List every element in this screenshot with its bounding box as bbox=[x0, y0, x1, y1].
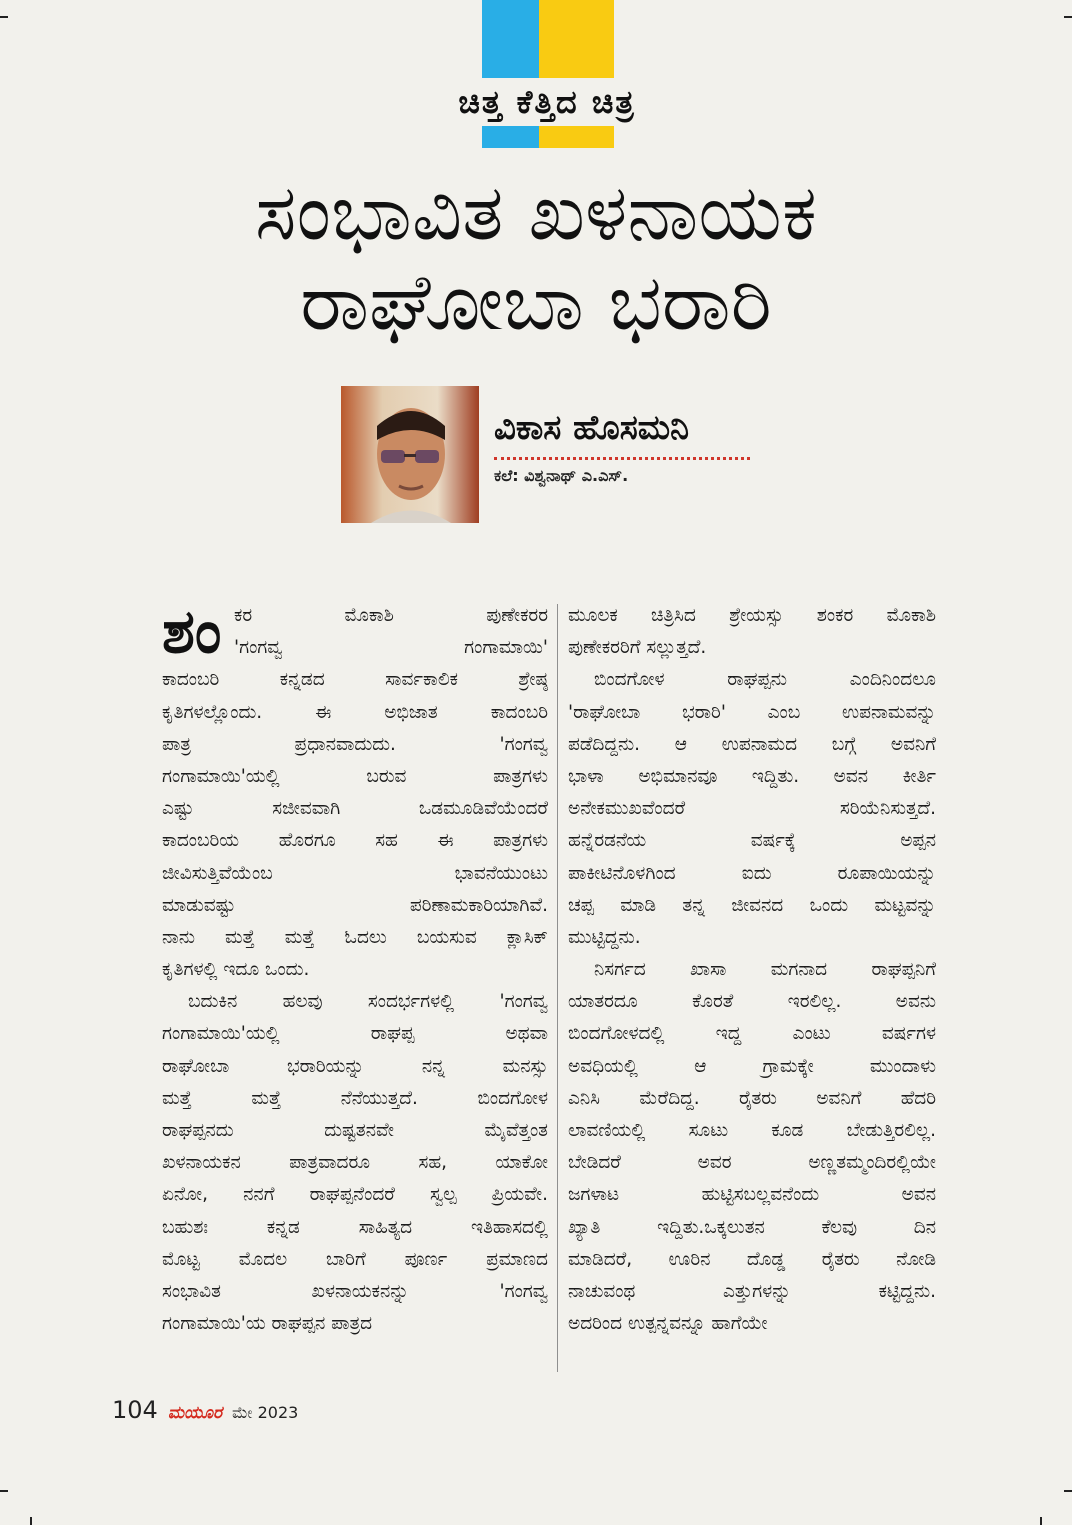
author-portrait-illustration bbox=[341, 386, 479, 523]
crop-mark bbox=[30, 1517, 32, 1525]
body-text-line: ಅನೇಕಮುಖವೆಂದರೆ ಸರಿಯೆನಿಸುತ್ತದೆ. bbox=[568, 798, 936, 820]
headline-line: ರಾಘೋಬಾ ಭರಾರಿ bbox=[300, 258, 772, 348]
body-text-line: ಬೇಡಿದರೆ ಅವರ ಅಣ್ಣತಮ್ಮಂದಿರಲ್ಲಿಯೇ bbox=[568, 1152, 936, 1174]
body-text-line: ಪಾತ್ರ ಪ್ರಧಾನವಾದುದು. 'ಗಂಗವ್ವ bbox=[162, 733, 548, 755]
body-text-line: ಬಿಂದಗೋಳದಲ್ಲಿ ಇದ್ದ ಎಂಟು ವರ್ಷಗಳ bbox=[568, 1023, 936, 1045]
body-text-line: ಕೃತಿಗಳಲ್ಲಿ ಇದೂ ಒಂದು. bbox=[162, 959, 310, 981]
body-text-line: ಕೃತಿಗಳಲ್ಲೊಂದು. ಈ ಅಭಿಜಾತ ಕಾದಂಬರಿ bbox=[162, 701, 548, 723]
body-text-line: ಗಂಗಾಮಾಯಿ'ಯಲ್ಲಿ ಬರುವ ಪಾತ್ರಗಳು bbox=[162, 765, 548, 787]
body-text-line: ಬದುಕಿನ ಹಲವು ಸಂದರ್ಭಗಳಲ್ಲಿ 'ಗಂಗವ್ವ bbox=[188, 991, 548, 1013]
body-text-line: 'ಗಂಗವ್ವ ಗಂಗಾಮಾಯಿ' bbox=[234, 637, 548, 659]
body-column-left bbox=[162, 597, 548, 1340]
body-text-line: ಪಾಕೀಟಿನೊಳಗಿಂದ ಐದು ರೂಪಾಯಿಯನ್ನು bbox=[568, 862, 936, 884]
magazine-logo: ಮಯೂರ bbox=[167, 1403, 223, 1423]
body-text-line: ಕರ ಮೊಕಾಶಿ ಪುಣೇಕರರ bbox=[234, 605, 548, 626]
body-text-line: ಬಹುಶಃ ಕನ್ನಡ ಸಾಹಿತ್ಯದ ಇತಿಹಾಸದಲ್ಲಿ bbox=[162, 1216, 548, 1238]
page-number: 104 bbox=[112, 1396, 158, 1424]
author-divider bbox=[494, 457, 750, 460]
author-photo bbox=[341, 386, 479, 523]
body-text-line: ಎನಿಸಿ ಮೆರೆದಿದ್ದ. ರೈತರು ಅವನಿಗೆ ಹೆದರಿ bbox=[568, 1087, 936, 1109]
body-text-line: ಮಾಡಿದರೆ, ಊರಿನ ದೊಡ್ಡ ರೈತರು ನೋಡಿ bbox=[568, 1248, 936, 1270]
body-text-line: ಖಳನಾಯಕನ ಪಾತ್ರವಾದರೂ ಸಹ, ಯಾಕೋ bbox=[162, 1152, 548, 1174]
body-text-line: ಜೀವಿಸುತ್ತಿವೆಯೆಂಬ ಭಾವನೆಯುಂಟು bbox=[162, 862, 548, 884]
body-text-line: ಮಾಡುವಷ್ಟು ಪರಿಣಾಮಕಾರಿಯಾಗಿವೆ. bbox=[162, 894, 548, 916]
body-text-line: ಮತ್ತೆ ಮತ್ತೆ ನೆನೆಯುತ್ತದೆ. ಬಿಂದಗೋಳ bbox=[162, 1087, 548, 1109]
body-text-line: ಖ್ಯಾತಿ ಇದ್ದಿತು.ಒಕ್ಕಲುತನ ಕೆಲವು ದಿನ bbox=[568, 1216, 936, 1238]
body-text-line: ಮೊಟ್ಟ ಮೊದಲ ಬಾರಿಗೆ ಪೂರ್ಣ ಪ್ರಮಾಣದ bbox=[162, 1248, 548, 1270]
body-text-line: ಪಡೆದಿದ್ದನು. ಆ ಉಪನಾಮದ ಬಗ್ಗೆ ಅವನಿಗೆ bbox=[568, 733, 936, 755]
page-footer bbox=[112, 1396, 298, 1424]
body-text-line: ಜಗಳಾಟ ಹುಟ್ಟಿಸಬಲ್ಲವನೆಂದು ಅವನ bbox=[568, 1184, 936, 1206]
body-text-line: ಕಾದಂಬರಿಯ ಹೊರಗೂ ಸಹ ಈ ಪಾತ್ರಗಳು bbox=[162, 830, 548, 852]
body-text-line: ನಾನು ಮತ್ತೆ ಮತ್ತೆ ಓದಲು ಬಯಸುವ ಕ್ಲಾಸಿಕ್ bbox=[162, 926, 548, 948]
body-text-line: ಮೂಲಕ ಚಿತ್ರಿಸಿದ ಶ್ರೇಯಸ್ಸು ಶಂಕರ ಮೊಕಾಶಿ bbox=[568, 605, 936, 626]
headline-line: ಸಂಭಾವಿತ ಖಳನಾಯಕ bbox=[255, 168, 817, 258]
body-text-line: ಸಂಭಾವಿತ ಖಳನಾಯಕನನ್ನು 'ಗಂಗವ್ವ bbox=[162, 1280, 548, 1302]
body-text-line: ಬಿಂದಗೋಳ ರಾಘಪ್ಪನು ಎಂದಿನಿಂದಲೂ bbox=[594, 669, 936, 691]
body-text-line: ಅವಧಿಯಲ್ಲಿ ಆ ಗ್ರಾಮಕ್ಕೇ ಮುಂದಾಳು bbox=[568, 1055, 936, 1077]
body-text-line: ನಾಚುವಂಥ ಎತ್ತುಗಳನ್ನು ಕಟ್ಟಿದ್ದನು. bbox=[568, 1280, 936, 1302]
body-text-line: ಯಾತರದೂ ಕೊರತೆ ಇರಲಿಲ್ಲ. ಅವನು bbox=[568, 991, 936, 1013]
body-text-line: ಮುಟ್ಟಿದ್ದನು. bbox=[568, 926, 641, 948]
issue-date: ಮೇ 2023 bbox=[232, 1403, 299, 1422]
body-text-line: ಏನೋ, ನನಗೆ ರಾಘಪ್ಪನೆಂದರೆ ಸ್ವಲ್ಪ ಪ್ರಿಯವೇ. bbox=[162, 1184, 548, 1206]
body-text-line: 'ರಾಘೋಬಾ ಭರಾರಿ' ಎಂಬ ಉಪನಾಮವನ್ನು bbox=[568, 701, 936, 723]
body-text-line: ಲಾವಣಿಯಲ್ಲಿ ಸೂಟು ಕೂಡ ಬೇಡುತ್ತಿರಲಿಲ್ಲ. bbox=[568, 1120, 936, 1141]
drop-cap: ಶಂ bbox=[162, 597, 222, 667]
body-text-line: ಚಪ್ಪ ಮಾಡಿ ತನ್ನ ಜೀವನದ ಒಂದು ಮಟ್ಟವನ್ನು bbox=[568, 894, 936, 916]
column-divider bbox=[557, 604, 558, 1372]
crop-mark bbox=[1064, 1490, 1072, 1492]
body-column-right bbox=[568, 600, 936, 1340]
column-tag-title: ಚಿತ್ತ ಕೆತ್ತಿದ ಚಿತ್ರ bbox=[458, 82, 636, 121]
body-text-line: ಎಷ್ಟು ಸಜೀವವಾಗಿ ಒಡಮೂಡಿವೆಯೆಂದರೆ bbox=[162, 798, 548, 820]
author-name: ವಿಕಾಸ ಹೊಸಮನಿ bbox=[494, 408, 690, 448]
body-text-line: ಕಾದಂಬರಿ ಕನ್ನಡದ ಸಾರ್ವಕಾಲಿಕ ಶ್ರೇಷ್ಠ bbox=[162, 669, 548, 691]
crop-mark bbox=[0, 16, 8, 18]
body-text-line: ರಾಘೋಬಾ ಭರಾರಿಯನ್ನು ನನ್ನ ಮನಸ್ಸು bbox=[162, 1055, 548, 1077]
illustration-credit: ಕಲೆ: ವಿಶ್ವನಾಥ್ ಎ.ಎಸ್. bbox=[494, 466, 629, 485]
headline bbox=[60, 168, 1012, 348]
body-text-line: ಭಾಳಾ ಅಭಿಮಾನವೂ ಇದ್ದಿತು. ಅವನ ಕೀರ್ತಿ bbox=[568, 765, 936, 787]
body-text-line: ಹನ್ನೆರಡನೆಯ ವರ್ಷಕ್ಕೆ ಅಪ್ಪನ bbox=[568, 830, 936, 852]
body-text-line: ಪುಣೇಕರರಿಗೆ ಸಲ್ಲುತ್ತದೆ. bbox=[568, 637, 707, 659]
crop-mark bbox=[0, 1490, 8, 1492]
body-text-line: ಗಂಗಾಮಾಯಿ'ಯ ರಾಘಪ್ಪನ ಪಾತ್ರದ bbox=[162, 1313, 373, 1335]
column-tag bbox=[452, 78, 642, 126]
body-text-line: ನಿಸರ್ಗದ ಖಾಸಾ ಮಗನಾದ ರಾಘಪ್ಪನಿಗೆ bbox=[594, 959, 936, 981]
body-text-line: ಅದರಿಂದ ಉತ್ಪನ್ನವನ್ನೂ ಹಾಗೆಯೇ bbox=[568, 1313, 768, 1335]
body-text-line: ಗಂಗಾಮಾಯಿ'ಯಲ್ಲಿ ರಾಘಪ್ಪ ಅಥವಾ bbox=[162, 1023, 548, 1045]
body-text-line: ರಾಘಪ್ಪನದು ದುಷ್ಟತನವೇ ಮೈವೆತ್ತಂತ bbox=[162, 1120, 548, 1141]
crop-mark bbox=[1040, 1517, 1042, 1525]
crop-mark bbox=[1064, 16, 1072, 18]
